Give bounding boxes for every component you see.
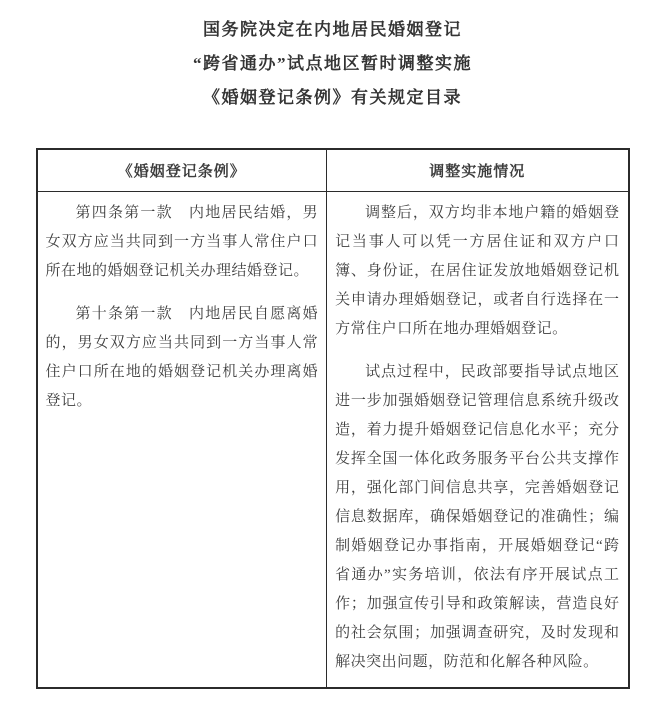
- title-line-3: 《婚姻登记条例》有关规定目录: [203, 88, 462, 107]
- regulation-paragraph-article4: 第四条第一款 内地居民结婚，男女双方应当共同到一方当事人常住户口所在地的婚姻登记机关办理结婚登记。: [45, 205, 319, 279]
- table-header-row: [37, 149, 629, 192]
- regulations-comparison-table: [36, 148, 630, 689]
- document-title: [0, 0, 665, 115]
- adjustment-paragraph-2: 试点过程中，民政部要指导试点地区进一步加强婚姻登记管理信息系统升级改造，着力提升婚姻登记信息化水平；充分发挥全国一体化政务服务平台公共支撑作用，强化部门间信息共享，完善婚姻登记信息数据库，确保婚姻登记的准确性；编制婚姻登记办事指南，开展婚姻登记“跨省通办”实务培训，依法有序开展试点工作；加强宣传引导和政策解读，营造良好的社会氛围；加强调查研究，及时发现和解决突出问题，防范和化解各种风险。: [335, 364, 620, 670]
- column-header-regulation: 《婚姻登记条例》: [37, 149, 327, 192]
- adjustment-cell: [327, 192, 629, 689]
- regulation-cell: [37, 192, 327, 689]
- regulation-paragraph-article10: 第十条第一款 内地居民自愿离婚的，男女双方应当共同到一方当事人常住户口所在地的婚姻登记机关办理离婚登记。: [45, 306, 319, 409]
- table-body-row: [37, 192, 629, 689]
- column-header-adjustment: 调整实施情况: [327, 149, 629, 192]
- title-line-1: 国务院决定在内地居民婚姻登记: [203, 20, 462, 39]
- adjustment-paragraph-1: 调整后，双方均非本地户籍的婚姻登记当事人可以凭一方居住证和双方户口簿、身份证，在居住证发放地婚姻登记机关申请办理婚姻登记，或者自行选择在一方常住户口所在地办理婚姻登记。: [335, 205, 620, 337]
- title-line-2: “跨省通办”试点地区暂时调整实施: [193, 54, 472, 73]
